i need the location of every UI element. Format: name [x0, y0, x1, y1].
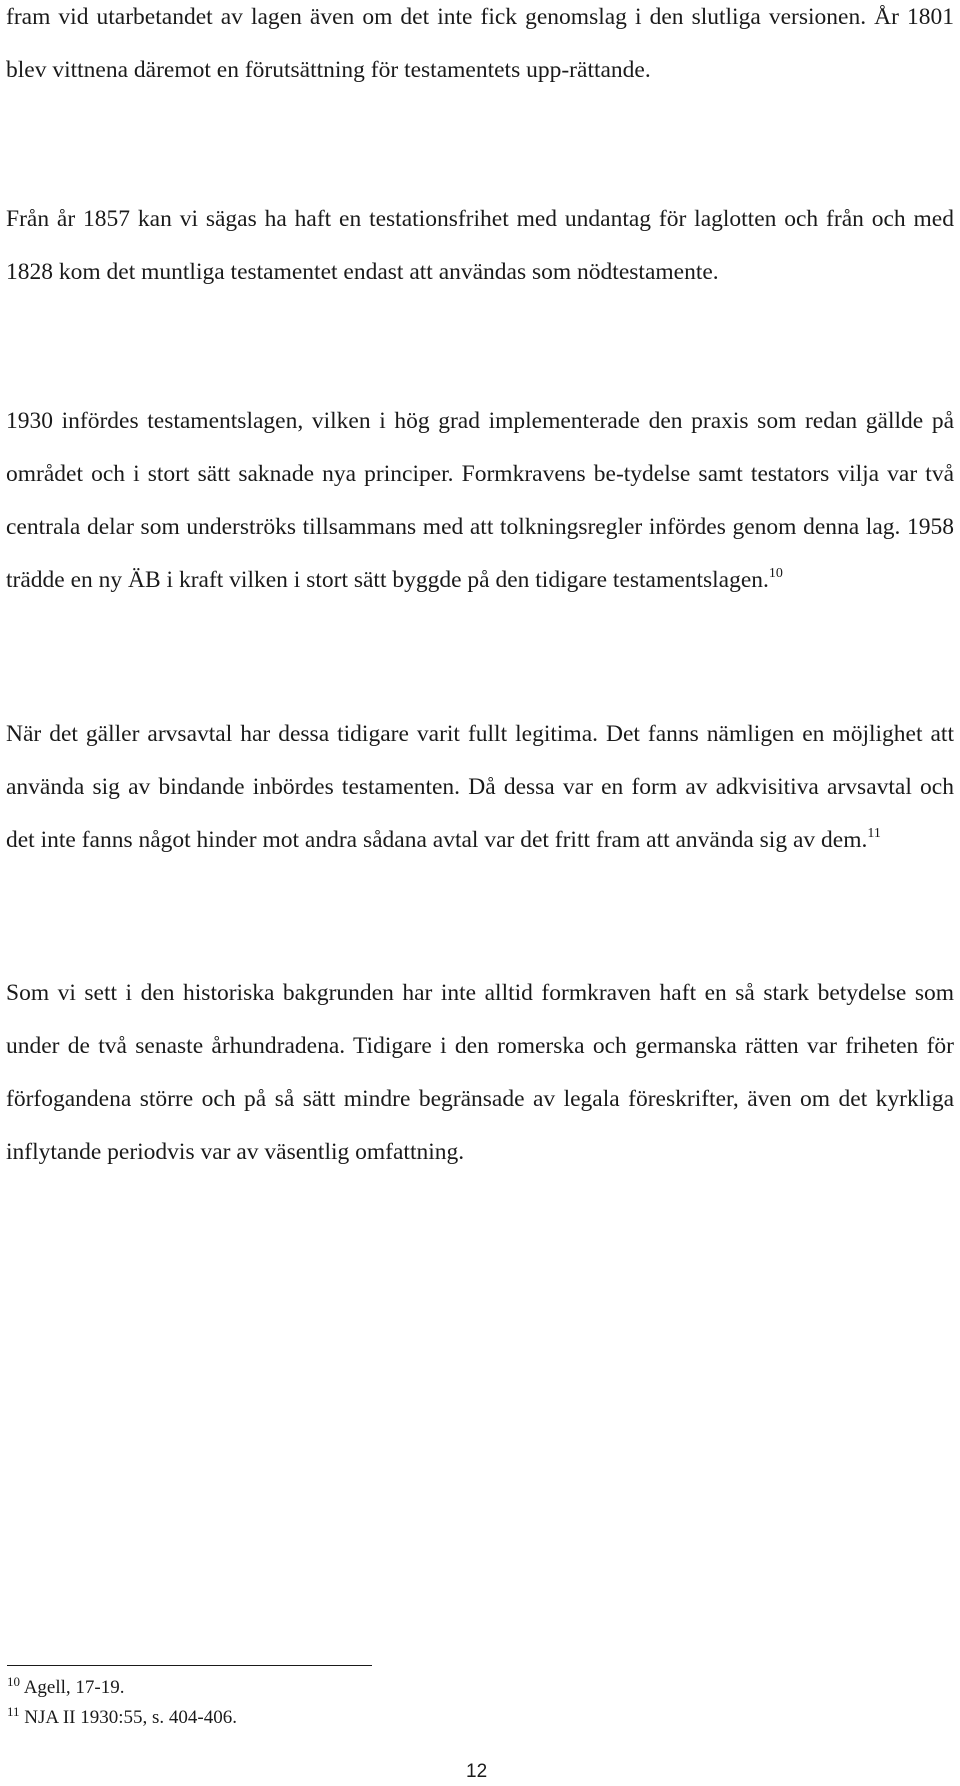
paragraph	[6, 967, 954, 1179]
footnote	[7, 1706, 237, 1730]
paragraph-text: Från år 1857 kan vi sägas ha haft en testationsfrihet med undantag för laglotten och från och med 1828 kom det muntliga testamentet endast att användas som nödtestamente.	[6, 206, 954, 285]
footnote-number: 10	[7, 1674, 20, 1689]
paragraph	[6, 395, 954, 607]
footnote-text: NJA II 1930:55, s. 404-406.	[24, 1707, 237, 1728]
paragraph-text: 1930 infördes testamentslagen, vilken i hög grad implementerade den praxis som redan gällde på området och i stort sätt saknade nya principer. Formkravens be-tydelse samt testators vilja var två centrala delar som underströks tillsammans med att tolkningsregler infördes genom denna lag. 1958 trädde en ny ÄB i kraft vilken i stort sätt byggde på den tidigare testamentslagen.	[6, 408, 954, 593]
paragraph-text: När det gäller arvsavtal har dessa tidigare varit fullt legitima. Det fanns nämligen en möjlighet att använda sig av bindande inbördes testamenten. Då dessa var en form av adkvisitiva arvsavtal och det inte fanns något hinder mot andra sådana avtal var det fritt fram att använda sig av dem.	[6, 721, 954, 853]
footnote-number: 11	[7, 1704, 20, 1719]
paragraph-text: Som vi sett i den historiska bakgrunden har inte alltid formkraven haft en så stark betydelse som under de två senaste århundradena. Tidigare i den romerska och germanska rätten var friheten för förfogandena större och på så sätt mindre begränsade av legala föreskrifter, även om det kyrkliga inflytande periodvis var av väsentlig omfattning.	[6, 980, 954, 1165]
paragraph	[6, 0, 954, 97]
footnote-reference[interactable]: 11	[867, 826, 881, 841]
footnote-separator	[7, 1665, 372, 1666]
paragraph	[6, 708, 954, 867]
paragraph-text: fram vid utarbetandet av lagen även om det inte fick genomslag i den slutliga versionen. År 1801 blev vittnena däremot en förutsättning för testamentets upp-rättande.	[6, 4, 954, 83]
footnote-text: Agell, 17-19.	[23, 1677, 125, 1698]
footnote-reference[interactable]: 10	[768, 566, 783, 581]
paragraph	[6, 193, 954, 299]
page-number: 12	[466, 1761, 488, 1782]
footnote	[7, 1676, 125, 1700]
